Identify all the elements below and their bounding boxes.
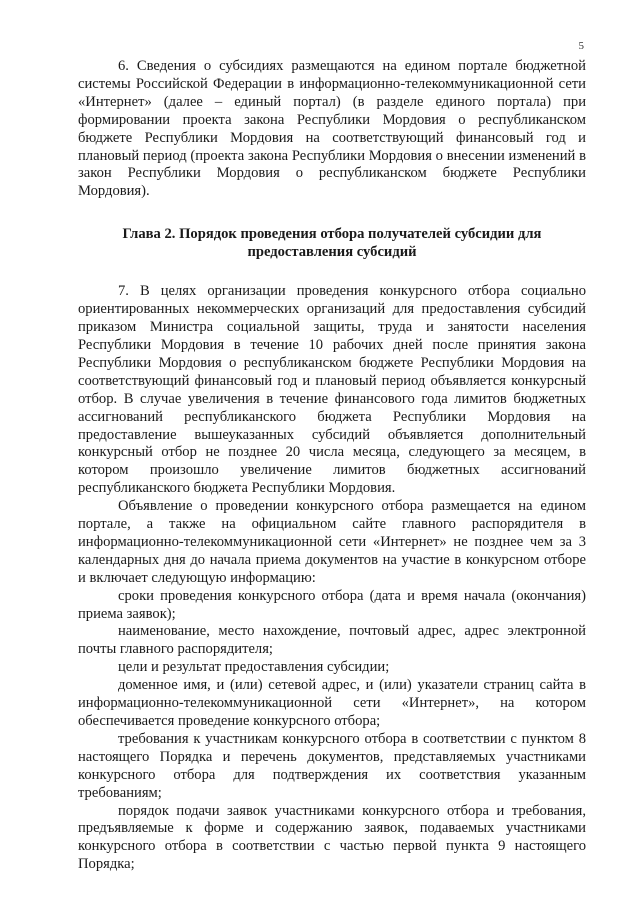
list-item-submission: порядок подачи заявок участниками конкурсного отбора и требования, предъявляемые к форме и содержанию заявок, подаваемых участниками конкурсного отбора в соответствии с частью первой пункта 9 настоящего Порядка; [78,802,586,873]
list-item-domain: доменное имя, и (или) сетевой адрес, и (или) указатели страниц сайта в информационно-телекоммуникационной сети «Интернет», на котором обеспечивается проведение конкурсного отбора; [78,677,586,729]
chapter-title: Глава 2. Порядок проведения отбора получателей субсидии для предоставления субсидий [122,226,542,261]
list-item-address: наименование, место нахождение, почтовый адрес, адрес электронной почты главного распорядителя; [78,623,586,658]
list-item-goals: цели и результат предоставления субсидии; [118,659,390,676]
paragraph-6: 6. Сведения о субсидиях размещаются на едином портале бюджетной системы Российской Федерации в информационно-телекоммуникационной сети «Интернет» (далее – единый портал) (в разделе единого портала) при формировании проекта закона Республики Мордовия о республиканском бюджете Республики Мордовия на соответствующий финансовый год и плановый период (проекта закона Республики Мордовия о внесении изменений в закон Республики Мордовия о республиканском бюджете Республики Мордовия). [78,58,586,200]
document-body [78,58,586,874]
page-number: 5 [578,40,584,52]
paragraph-7: 7. В целях организации проведения конкурсного отбора социально ориентированных некоммерческих организаций для предоставления субсидий приказом Министра социальной защиты, труда и занятости населения Республики Мордовия в течение 10 рабочих дней после принятия закона Республики Мордовия о республиканском бюджете Республики Мордовия на соответствующий финансовый год и плановый период объявляется конкурсный отбор. В случае увеличения в течение финансового года лимитов бюджетных ассигнований республиканского бюджета Республики Мордовия на предоставление вышеуказанных субсидий объявляется дополнительный конкурсный отбор не позднее 20 числа месяца, следующего за месяцем, в котором произошло увеличение лимитов бюджетных ассигнований республиканского бюджета Республики Мордовия. [78,283,586,497]
paragraph-announcement: Объявление о проведении конкурсного отбора размещается на едином портале, а также на официальном сайте главного распорядителя в информационно-телекоммуникационной сети «Интернет» не позднее чем за 3 календарных дня до начала приема документов на участие в конкурсном отборе и включает следующую информацию: [78,498,586,586]
list-item-requirements: требования к участникам конкурсного отбора в соответствии с пунктом 8 настоящего Порядка и перечень документов, представляемых участниками конкурсного отбора для подтверждения их соответствия указанным требованиям; [78,730,586,801]
list-item-dates: сроки проведения конкурсного отбора (дата и время начала (окончания) приема заявок); [78,587,586,622]
